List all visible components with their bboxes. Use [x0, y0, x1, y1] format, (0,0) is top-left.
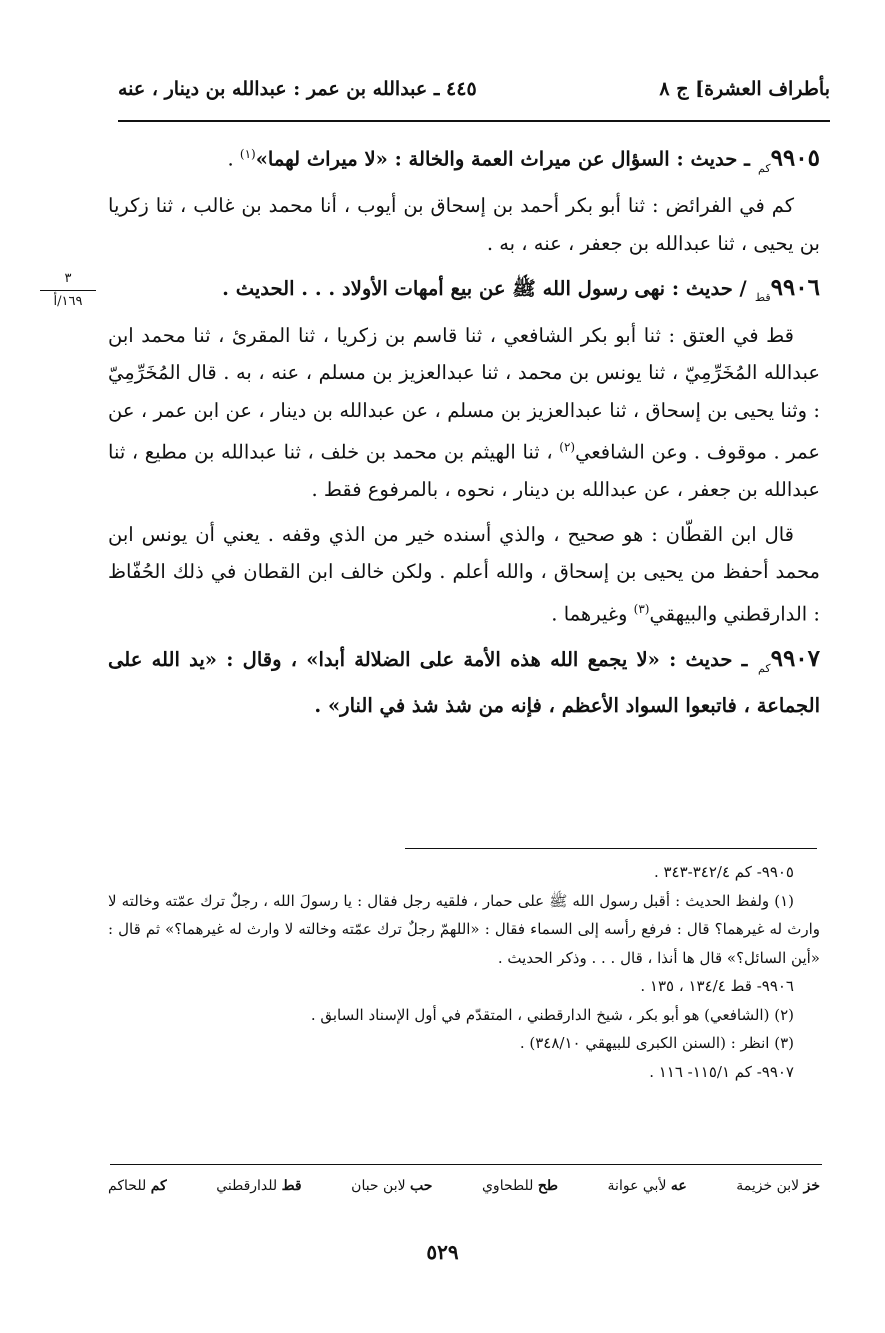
- hadith-heading: [108, 269, 820, 317]
- source-symbol: قط: [754, 291, 771, 304]
- hadith-number: ٩٩٠٧: [770, 644, 821, 672]
- legend-item: عه لأبي عوانة: [607, 1178, 687, 1194]
- footnote-item: (٢) (الشافعي) هو أبو بكر ، شيخ الدارقطني ، المتقدّم في أول الإسناد السابق .: [310, 1005, 794, 1024]
- header-section: ٤٤٥ ـ عبدالله بن عمر : عبدالله بن دينار ، عنه: [118, 78, 477, 100]
- source-symbol: كم: [758, 661, 771, 675]
- hadith-chain: [108, 317, 820, 509]
- legend-rule: [110, 1164, 822, 1165]
- commentary: [108, 516, 820, 633]
- margin-note-bottom: ١٦٩/أ: [53, 294, 83, 309]
- hadith-number: ٩٩٠٥: [770, 144, 820, 172]
- footnote-item: ٩٩٠٦- قط ١٣٤/٤ ، ١٣٥ .: [640, 977, 794, 995]
- hadith-title: ـ حديث : السؤال عن ميراث العمة والخالة : «لا ميراث لهما»: [255, 147, 750, 171]
- margin-note-top: ٣: [64, 271, 72, 286]
- hadith-heading: [108, 136, 820, 187]
- heading-end: .: [227, 147, 240, 171]
- commentary-text: قال ابن القطّان : هو صحيح ، والذي أسنده خير من الذي وقفه . يعني أن يونس ابن محمد أحفظ من يحيى بن إسحاق ، والله أعلم . ولكن خالف ابن القطان في ذلك الحُفّاظ : الدارقطني والبيهقي: [108, 522, 820, 625]
- hadith-chain: كم في الفرائض : ثنا أبو بكر أحمد بن إسحاق بن أيوب ، أنا محمد بن غالب ، ثنا زكريا بن يحيى ، ثنا عبدالله بن جعفر ، عنه ، به .: [108, 194, 820, 255]
- hadith-title: ـ حديث : «لا يجمع الله هذه الأمة على الضلالة أبدا» ، وقال : «يد الله على الجماعة ، فاتبعوا السواد الأعظم ، فإنه من شذ شذ في النار» .: [108, 647, 820, 717]
- legend-item: خز لابن خزيمة: [736, 1178, 820, 1194]
- chain-text-cont: ، ثنا الهيثم بن محمد بن خلف ، ثنا عبدالله بن مطيع ، ثنا عبدالله بن جعفر ، عن عبدالله بن دينار ، نحوه ، بالمرفوع فقط .: [108, 440, 820, 501]
- footnote-item: ٩٩٠٥- كم ٣٤٢/٤-٣٤٣ .: [653, 863, 794, 881]
- source-symbol: كم: [758, 161, 771, 175]
- hadith-title: / حديث : نهى رسول الله ﷺ عن بيع أمهات الأولاد . . . الحديث .: [222, 277, 747, 300]
- footnote-item: (١) ولفظ الحديث : أقبل رسول الله ﷺ على حمار ، فلقيه رجل فقال : يا رسولَ الله ، رجلٌ ترك عمّته وخالته لا وارث له غيرهما؟ قال : فرفع رأسه إلى السماء فقال : «اللهمّ رجلٌ ترك عمّته وخالته لا وارث له غيرهما؟» ثم قال : «أين السائل؟» قال ها أنذا ، قال . . . وذكر الحديث .: [108, 891, 820, 967]
- footnote-rule: [405, 848, 817, 849]
- footnotes: [108, 858, 820, 1086]
- margin-note-rule: [40, 290, 96, 291]
- legend-item: حب لابن حبان: [351, 1178, 433, 1194]
- chain-text: قط في العتق : ثنا أبو بكر الشافعي ، ثنا قاسم بن زكريا ، ثنا المقرئ ، ثنا محمد ابن عبدالله المُخَرِّمِيّ ، ثنا يونس بن محمد ، ثنا عبدالعزيز بن مسلم ، عنه ، به . قال المُخَرِّمِيّ : وثنا يحيى بن إسحاق ، ثنا عبدالعزيز بن مسلم ، عن عبدالله بن دينار ، عن ابن عمر ، عن عمر . موقوف . وعن الشافعي: [108, 323, 821, 464]
- hadith-heading: [108, 640, 820, 725]
- header-rule: [118, 120, 830, 122]
- commentary-text-cont: وغيرهما .: [551, 602, 634, 625]
- hadith-number: ٩٩٠٦: [770, 274, 820, 301]
- footnote-marker: (٢): [559, 440, 576, 454]
- page-number: ٥٢٩: [426, 1240, 459, 1264]
- header-volume: بأطراف العشرة] ج ٨: [659, 78, 830, 100]
- footnote-item: ٩٩٠٧- كم ١١٥/١- ١١٦ .: [649, 1062, 794, 1081]
- footnote-marker: (١): [239, 147, 256, 161]
- footnote-marker: (٣): [633, 601, 650, 616]
- running-header: [118, 72, 830, 106]
- legend-item: طح للطحاوي: [481, 1178, 559, 1194]
- margin-note: [36, 270, 100, 311]
- main-text: [108, 136, 820, 725]
- legend-item: قط للدارقطني: [216, 1178, 302, 1194]
- abbreviation-legend: [108, 1178, 820, 1194]
- legend-item: كم للحاكم: [108, 1178, 167, 1194]
- footnote-item: (٣) انظر : (السنن الكبرى للبيهقي ٣٤٨/١٠) .: [519, 1034, 794, 1052]
